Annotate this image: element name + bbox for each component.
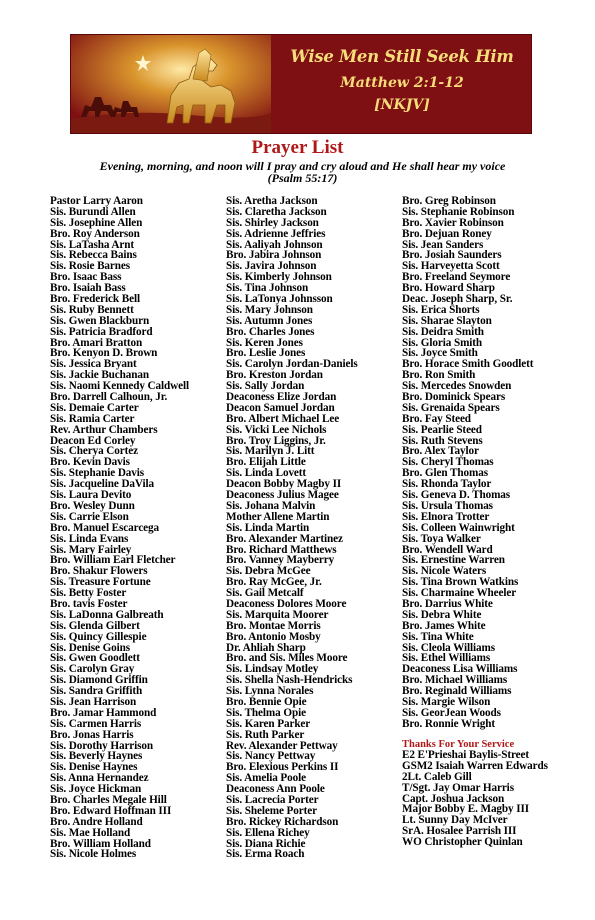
prayer-list-item: Bro. James White bbox=[402, 619, 486, 632]
prayer-list-column-1 bbox=[50, 196, 189, 860]
prayer-list-item: Sis. Sheleme Porter bbox=[226, 804, 317, 817]
prayer-list-item: Bro. Ronnie Wright bbox=[402, 717, 495, 730]
prayer-list-item: Bro. Troy Liggins, Jr. bbox=[226, 434, 326, 447]
page-title: Prayer List bbox=[251, 137, 344, 158]
prayer-list-item: Bro. Dominick Spears bbox=[402, 391, 506, 404]
service-member-item: GSM2 Isaiah Warren Edwards bbox=[402, 759, 548, 772]
prayer-list-item: Bro. Roy Anderson bbox=[50, 227, 140, 240]
prayer-list-item: Bro. Charles Jones bbox=[226, 325, 315, 338]
prayer-list-item: Deaconess Dolores Moore bbox=[226, 597, 347, 610]
prayer-list-item: Bro. Montae Morris bbox=[226, 619, 321, 632]
scripture-verse bbox=[30, 160, 575, 184]
prayer-list-item: Sis. Quincy Gillespie bbox=[50, 630, 147, 643]
prayer-list-item: Bro. Xavier Robinson bbox=[402, 216, 504, 229]
prayer-list-item: Sis. Ellena Richey bbox=[226, 826, 310, 839]
prayer-list-item: Bro. Bennie Opie bbox=[226, 695, 307, 708]
prayer-list-item: Sis. Jean Sanders bbox=[402, 238, 484, 251]
prayer-list-item: Sis. Dorothy Harrison bbox=[50, 739, 154, 752]
prayer-list-item: Deac. Joseph Sharp, Sr. bbox=[402, 293, 513, 306]
prayer-list-item: Sis. Joyce Smith bbox=[402, 347, 478, 360]
prayer-list-item: Sis. Denise Goins bbox=[50, 641, 131, 654]
prayer-list-item: Sis. Jessica Bryant bbox=[50, 358, 137, 371]
prayer-list-item: Sis. Rebecca Bains bbox=[50, 249, 137, 262]
prayer-list-item: Sis. Marilyn J. Litt bbox=[226, 445, 315, 458]
prayer-list-item: Bro. Glen Thomas bbox=[402, 467, 488, 480]
prayer-list-item: Sis. Mercedes Snowden bbox=[402, 380, 512, 393]
prayer-list-item: Deacon Ed Corley bbox=[50, 434, 136, 447]
banner-title: Wise Men Still Seek Him bbox=[290, 47, 514, 66]
prayer-list-item: Sis. Gwen Goodlett bbox=[50, 652, 140, 665]
prayer-list-item: Sis. Carrie Elson bbox=[50, 510, 129, 523]
prayer-list-item: Deaconess Julius Magee bbox=[226, 489, 339, 502]
banner-scripture-reference: Matthew 2:1-12 bbox=[340, 75, 464, 91]
prayer-list-item: Bro. Dejuan Roney bbox=[402, 227, 492, 240]
prayer-list-item: Sis. Rosie Barnes bbox=[50, 260, 131, 273]
prayer-list-item: Sis. Diana Richie bbox=[226, 837, 306, 850]
prayer-list-item: Mother Allene Martin bbox=[226, 510, 330, 523]
prayer-list-item: Bro. Amari Bratton bbox=[50, 336, 143, 349]
prayer-list-item: Bro. Jabira Johnson bbox=[226, 249, 322, 262]
prayer-list-item: Sis. Shirley Jackson bbox=[226, 216, 319, 229]
prayer-list-item: Bro. Charles Megale Hill bbox=[50, 793, 167, 806]
prayer-list-item: Bro. Ron Smith bbox=[402, 369, 476, 382]
prayer-list-item: Bro. Josiah Saunders bbox=[402, 249, 502, 262]
prayer-list-item: Sis. Harveyetta Scott bbox=[402, 260, 500, 273]
service-member-item: T/Sgt. Jay Omar Harris bbox=[402, 781, 514, 794]
prayer-list-item: Sis. Sharae Slayton bbox=[402, 314, 492, 327]
prayer-list-item: Sis. Ramia Carter bbox=[50, 412, 135, 425]
prayer-list-item: Sis. Stephanie Davis bbox=[50, 467, 145, 480]
prayer-list-item: Sis. Lynna Norales bbox=[226, 685, 314, 698]
prayer-list-item: Sis. Mary Fairley bbox=[50, 543, 132, 556]
service-member-item: SrA. Hosalee Parrish III bbox=[402, 825, 517, 838]
prayer-list-item: Sis. Thelma Opie bbox=[226, 706, 306, 719]
prayer-list-item: Sis. Margie Wilson bbox=[402, 695, 491, 708]
prayer-list-item: Bro. Wesley Dunn bbox=[50, 499, 135, 512]
prayer-list-item: Sis. Laura Devito bbox=[50, 489, 132, 502]
prayer-list-item: Sis. Linda Evans bbox=[50, 532, 129, 545]
prayer-list-item: Bro. Jonas Harris bbox=[50, 728, 134, 741]
verse-citation: (Psalm 55:17) bbox=[267, 171, 338, 185]
prayer-list-item: Deaconess Ann Poole bbox=[226, 783, 325, 796]
prayer-list-item: Sis. Mary Johnson bbox=[226, 303, 313, 316]
banner-bible-version: [NKJV] bbox=[374, 97, 430, 113]
prayer-list-item: Sis. Rhonda Taylor bbox=[402, 478, 492, 491]
prayer-list-item: Sis. Cherya Cortez bbox=[50, 445, 138, 458]
prayer-list-item: Deaconess Elize Jordan bbox=[226, 391, 337, 404]
prayer-list-item: Bro. Reginald Williams bbox=[402, 685, 512, 698]
prayer-list-item: Bro. Rickey Richardson bbox=[226, 815, 339, 828]
prayer-list-item: Sis. Javira Johnson bbox=[226, 260, 317, 273]
prayer-list-item: Sis. Stephanie Robinson bbox=[402, 205, 515, 218]
prayer-list-item: Sis. Colleen Wainwright bbox=[402, 521, 515, 534]
prayer-list-item: Sis. Pearlie Steed bbox=[402, 423, 482, 436]
prayer-list-item: Bro. and Sis. Miles Moore bbox=[226, 652, 348, 665]
prayer-list-item: Deaconess Lisa Williams bbox=[402, 663, 518, 676]
prayer-list-item: Sis. Aretha Jackson bbox=[226, 195, 318, 207]
prayer-list-item: Bro. Andre Holland bbox=[50, 815, 143, 828]
prayer-list-item: Sis. Grenaida Spears bbox=[402, 401, 500, 414]
service-member-item: E2 E'Prieshai Baylis-Street bbox=[402, 749, 529, 761]
prayer-list-item: Bro. Kenyon D. Brown bbox=[50, 347, 158, 360]
prayer-list-item: Sis. Josephine Allen bbox=[50, 216, 143, 229]
prayer-list-item: Bro. Isaac Bass bbox=[50, 271, 122, 284]
prayer-list-item: Sis. Kimberly Johnson bbox=[226, 271, 332, 284]
prayer-list-item: Sis. Nancy Pettway bbox=[226, 750, 316, 763]
prayer-list-item: Sis. Nicole Holmes bbox=[50, 848, 137, 861]
prayer-list-item: Sis. Toya Walker bbox=[402, 532, 481, 545]
prayer-list-item: Bro. Alexander Martinez bbox=[226, 532, 343, 545]
prayer-list-item: Sis. LaTonya Johnsson bbox=[226, 293, 333, 306]
prayer-list-item: Sis. Ruth Parker bbox=[226, 728, 305, 741]
prayer-list-item: Bro. Michael Williams bbox=[402, 674, 508, 687]
prayer-list-item: Sis. Treasure Fortune bbox=[50, 576, 151, 589]
prayer-list-item: Sis. Sandra Griffith bbox=[50, 685, 143, 698]
prayer-list-item: Bro. Darrell Calhoun, Jr. bbox=[50, 391, 168, 404]
service-member-item: 2Lt. Caleb Gill bbox=[402, 770, 472, 783]
prayer-list-item: Sis. Lindsay Motley bbox=[226, 663, 319, 676]
prayer-list-item: Bro. Jamar Hammond bbox=[50, 706, 157, 719]
prayer-list-item: Sis. Geneva D. Thomas bbox=[402, 489, 511, 502]
prayer-list-item: Sis. Amelia Poole bbox=[226, 772, 307, 785]
prayer-list-item: Sis. Elnora Trotter bbox=[402, 510, 490, 523]
prayer-list-item: Dr. Ahliah Sharp bbox=[226, 641, 306, 654]
prayer-list-item: Bro. William Earl Fletcher bbox=[50, 554, 176, 567]
prayer-list-item: Bro. Ray McGee, Jr. bbox=[226, 576, 322, 589]
prayer-list-item: Bro. Leslie Jones bbox=[226, 347, 306, 360]
prayer-list-item: Sis. Autumn Jones bbox=[226, 314, 313, 327]
prayer-list-item: Sis. Claretha Jackson bbox=[226, 205, 327, 218]
prayer-list-item: Sis. Vicki Lee Nichols bbox=[226, 423, 327, 436]
prayer-list-item: Sis. Tina Brown Watkins bbox=[402, 576, 519, 589]
prayer-list-item: Bro. Elexious Perkins II bbox=[226, 761, 339, 774]
prayer-list-item: Sis. Deidra Smith bbox=[402, 325, 484, 338]
prayer-list-item: Sis. Karen Parker bbox=[226, 717, 311, 730]
prayer-list-item: Bro. Manuel Escarcega bbox=[50, 521, 160, 534]
prayer-list-item: Sis. Ursula Thomas bbox=[402, 499, 493, 512]
prayer-list-item: Sis. Jackie Buchanan bbox=[50, 369, 150, 382]
prayer-list-item: Sis. Jacqueline DaVila bbox=[50, 478, 154, 491]
prayer-list-item: Bro. Elijah Little bbox=[226, 456, 306, 469]
prayer-list-item: Sis. Cheryl Thomas bbox=[402, 456, 494, 469]
prayer-list-item: Sis. Demaie Carter bbox=[50, 401, 139, 414]
prayer-list-column-2 bbox=[226, 196, 358, 860]
prayer-list-item: Bro. tavis Foster bbox=[50, 597, 128, 610]
header-banner bbox=[70, 34, 532, 134]
prayer-list-item: Sis. Carolyn Jordan-Daniels bbox=[226, 358, 358, 371]
prayer-list-item: Bro. Albert Michael Lee bbox=[226, 412, 340, 425]
prayer-list-item: Bro. Greg Robinson bbox=[402, 195, 496, 207]
prayer-list-item: Sis. Carmen Harris bbox=[50, 717, 142, 730]
prayer-list-item: Bro. Isaiah Bass bbox=[50, 282, 126, 295]
prayer-list-item: Sis. Anna Hernandez bbox=[50, 772, 149, 785]
prayer-list-item: Sis. Debra McGee bbox=[226, 565, 311, 578]
prayer-list-item: Sis. Tina Johnson bbox=[226, 282, 309, 295]
verse-text: Evening, morning, and noon will I pray and cry aloud and He shall hear my voice bbox=[99, 159, 506, 173]
prayer-list-item: Bro. Howard Sharp bbox=[402, 282, 495, 295]
prayer-list-item: Sis. Ethel Williams bbox=[402, 652, 491, 665]
prayer-list-item: Bro. Wendell Ward bbox=[402, 543, 493, 556]
service-member-item: WO Christopher Quinlan bbox=[402, 836, 523, 849]
prayer-list-item: Sis. Ernestine Warren bbox=[402, 554, 505, 567]
prayer-list-item: Sis. Naomi Kennedy Caldwell bbox=[50, 380, 190, 393]
prayer-list-item: Sis. Tina White bbox=[402, 630, 474, 643]
prayer-list-item: Bro. William Holland bbox=[50, 837, 151, 850]
prayer-list-item: Bro. Vanney Mayberry bbox=[226, 554, 335, 567]
prayer-list-item: Sis. GeorJean Woods bbox=[402, 706, 501, 719]
service-member-item: Major Bobby E. Magby III bbox=[402, 803, 529, 816]
prayer-list-item: Sis. Erma Roach bbox=[226, 848, 305, 861]
prayer-list-item: Sis. LaTasha Arnt bbox=[50, 238, 135, 251]
prayer-list-item: Bro. Horace Smith Goodlett bbox=[402, 358, 534, 371]
prayer-list-item: Sis. Gail Metcalf bbox=[226, 587, 304, 600]
prayer-list-item: Sis. Burundi Allen bbox=[50, 205, 136, 218]
prayer-list-item: Sis. Johana Malvin bbox=[226, 499, 316, 512]
prayer-list-item: Rev. Alexander Pettway bbox=[226, 739, 338, 752]
prayer-list-item: Sis. Patricia Bradford bbox=[50, 325, 153, 338]
prayer-list-item: Sis. Joyce Hickman bbox=[50, 783, 142, 796]
prayer-list-item: Sis. Aaliyah Johnson bbox=[226, 238, 323, 251]
prayer-list-item: Sis. Shella Nash-Hendricks bbox=[226, 674, 353, 687]
prayer-list-item: Sis. Linda Lovett bbox=[226, 467, 307, 480]
prayer-list-item: Deacon Bobby Magby II bbox=[226, 478, 342, 491]
prayer-list-item: Sis. Ruby Bennett bbox=[50, 303, 134, 316]
prayer-list-item: Sis. Denise Haynes bbox=[50, 761, 138, 774]
banner-text-block bbox=[276, 35, 528, 133]
prayer-list-item: Sis. Charmaine Wheeler bbox=[402, 587, 517, 600]
service-member-item: Lt. Sunny Day McIver bbox=[402, 814, 508, 827]
prayer-list-item: Sis. Gwen Blackburn bbox=[50, 314, 150, 327]
prayer-list-item: Bro. Richard Matthews bbox=[226, 543, 337, 556]
prayer-list-item: Bro. Edward Hoffman III bbox=[50, 804, 172, 817]
prayer-list-item: Bro. Kreston Jordan bbox=[226, 369, 323, 382]
prayer-list-item: Deacon Samuel Jordan bbox=[226, 401, 335, 414]
prayer-list-item: Sis. Linda Martin bbox=[226, 521, 310, 534]
prayer-list-item: Sis. Diamond Griffin bbox=[50, 674, 148, 687]
prayer-list-item: Sis. Jean Harrison bbox=[50, 695, 137, 708]
prayer-list-item: Bro. Shakur Flowers bbox=[50, 565, 148, 578]
prayer-list-item: Sis. Lacrecia Porter bbox=[226, 793, 319, 806]
prayer-list-item: Sis. Glenda Gilbert bbox=[50, 619, 140, 632]
thanks-heading: Thanks For Your Service bbox=[402, 739, 515, 750]
prayer-list-item: Sis. Cleola Williams bbox=[402, 641, 496, 654]
service-member-item: Capt. Joshua Jackson bbox=[402, 792, 505, 805]
prayer-list-item: Pastor Larry Aaron bbox=[50, 195, 143, 207]
prayer-list-item: Sis. Beverly Haynes bbox=[50, 750, 143, 763]
prayer-list-item: Sis. Gloria Smith bbox=[402, 336, 483, 349]
prayer-list-item: Sis. Nicole Waters bbox=[402, 565, 487, 578]
prayer-list-item: Sis. LaDonna Galbreath bbox=[50, 608, 164, 621]
prayer-list-item: Sis. Keren Jones bbox=[226, 336, 303, 349]
prayer-list-item: Bro. Antonio Mosby bbox=[226, 630, 321, 643]
prayer-list-item: Bro. Freeland Seymore bbox=[402, 271, 511, 284]
prayer-list-item: Sis. Adrienne Jeffries bbox=[226, 227, 326, 240]
prayer-list-item: Bro. Kevin Davis bbox=[50, 456, 130, 469]
prayer-list-item: Bro. Darrius White bbox=[402, 597, 493, 610]
service-members-list bbox=[402, 750, 548, 848]
prayer-list-item: Rev. Arthur Chambers bbox=[50, 423, 158, 436]
prayer-list-item: Sis. Ruth Stevens bbox=[402, 434, 483, 447]
prayer-list-item: Sis. Marquita Moorer bbox=[226, 608, 329, 621]
prayer-list-item: Bro. Alex Taylor bbox=[402, 445, 479, 458]
prayer-list-item: Sis. Sally Jordan bbox=[226, 380, 305, 393]
prayer-list-item: Bro. Frederick Bell bbox=[50, 293, 140, 306]
prayer-list-item: Sis. Mae Holland bbox=[50, 826, 131, 839]
prayer-list-column-3 bbox=[402, 196, 533, 730]
prayer-list-item: Sis. Carolyn Gray bbox=[50, 663, 135, 676]
prayer-list-item: Sis. Betty Foster bbox=[50, 587, 127, 600]
prayer-list-item: Bro. Fay Steed bbox=[402, 412, 471, 425]
prayer-list-item: Sis. Erica Shorts bbox=[402, 303, 480, 316]
prayer-list-item: Sis. Debra White bbox=[402, 608, 482, 621]
wise-men-camel-illustration bbox=[71, 35, 271, 133]
